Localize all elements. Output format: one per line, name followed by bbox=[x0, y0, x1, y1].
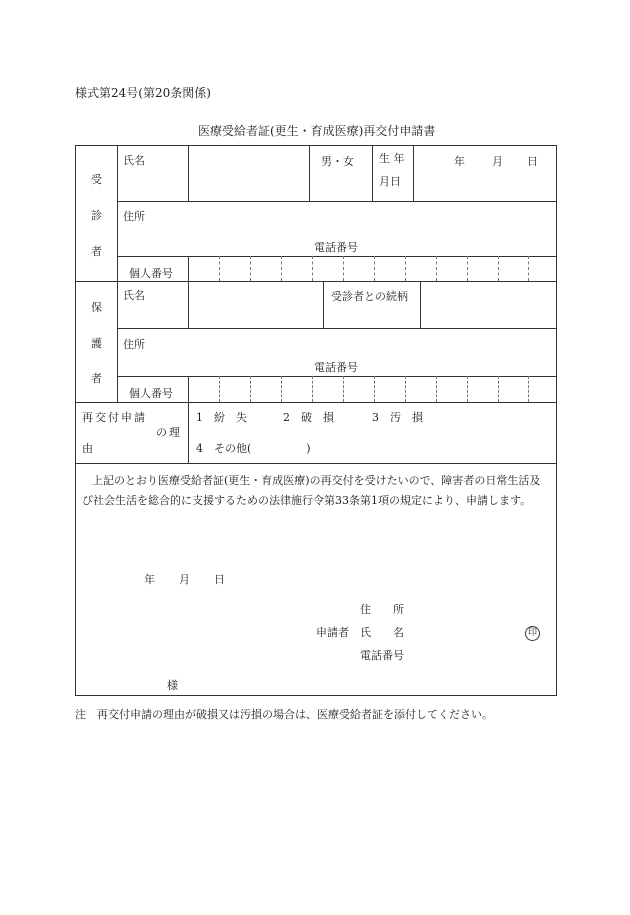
reason-option-soiled[interactable]: 3 汚 損 bbox=[372, 411, 423, 424]
digit-divider bbox=[436, 256, 437, 281]
guardian-mynumber-label: 個人番号 bbox=[129, 387, 173, 400]
applicant-phone-label: 電話番号 bbox=[360, 649, 404, 662]
digit-divider bbox=[467, 376, 468, 402]
divider bbox=[323, 281, 324, 328]
digit-divider bbox=[250, 256, 251, 281]
reason-label: 再交付申請 bbox=[82, 411, 147, 424]
application-month-label: 月 bbox=[179, 573, 190, 586]
divider bbox=[117, 376, 557, 377]
digit-divider bbox=[498, 256, 499, 281]
patient-label-char: 診 bbox=[91, 209, 102, 222]
divider bbox=[76, 402, 557, 403]
patient-phone-label: 電話番号 bbox=[314, 241, 358, 254]
digit-divider bbox=[405, 376, 406, 402]
application-form bbox=[75, 145, 557, 696]
divider bbox=[117, 201, 557, 202]
reason-option-other[interactable]: 4 その他( ) bbox=[196, 442, 311, 455]
divider bbox=[309, 146, 310, 201]
guardian-label-char: 者 bbox=[91, 372, 102, 385]
guardian-relation-label: 受診者との続柄 bbox=[331, 290, 408, 303]
divider bbox=[188, 402, 189, 463]
seal-mark: 印 bbox=[525, 626, 540, 641]
divider bbox=[76, 281, 557, 282]
digit-divider bbox=[343, 376, 344, 402]
digit-divider bbox=[374, 376, 375, 402]
divider bbox=[420, 281, 421, 328]
guardian-label-char: 保 bbox=[91, 301, 102, 314]
guardian-address-label: 住所 bbox=[123, 338, 145, 351]
application-year-label: 年 bbox=[144, 573, 155, 586]
reason-option-damaged[interactable]: 2 破 損 bbox=[283, 411, 334, 424]
digit-divider bbox=[219, 256, 220, 281]
divider bbox=[413, 146, 414, 201]
digit-divider bbox=[498, 376, 499, 402]
divider bbox=[188, 256, 189, 281]
addressee-suffix: 様 bbox=[167, 679, 178, 692]
guardian-name-label: 氏名 bbox=[123, 289, 145, 302]
form-number: 様式第24号(第20条関係) bbox=[75, 86, 211, 100]
patient-name-label: 氏名 bbox=[123, 154, 145, 167]
applicant-label: 申請者 bbox=[316, 626, 349, 639]
reason-label: の理 bbox=[156, 426, 182, 439]
birth-date-label: 月日 bbox=[379, 175, 401, 188]
patient-label-char: 者 bbox=[91, 245, 102, 258]
divider bbox=[117, 256, 557, 257]
digit-divider bbox=[343, 256, 344, 281]
footnote: 注 再交付申請の理由が破損又は汚損の場合は、医療受給者証を添付してください。 bbox=[75, 708, 493, 721]
digit-divider bbox=[528, 376, 529, 402]
digit-divider bbox=[467, 256, 468, 281]
applicant-address-label: 住 所 bbox=[360, 603, 404, 616]
digit-divider bbox=[436, 376, 437, 402]
guardian-label-char: 護 bbox=[91, 337, 102, 350]
patient-mynumber-label: 個人番号 bbox=[129, 267, 173, 280]
digit-divider bbox=[250, 376, 251, 402]
reason-label: 由 bbox=[82, 442, 93, 455]
birth-month-label: 月 bbox=[492, 155, 503, 168]
divider bbox=[117, 328, 557, 329]
divider bbox=[188, 376, 189, 402]
patient-label-char: 受 bbox=[91, 173, 102, 186]
birth-date-label: 生 年 bbox=[379, 152, 405, 165]
divider bbox=[117, 146, 118, 402]
patient-address-label: 住所 bbox=[123, 210, 145, 223]
divider bbox=[372, 146, 373, 201]
digit-divider bbox=[281, 256, 282, 281]
birth-year-label: 年 bbox=[454, 155, 465, 168]
reason-option-lost[interactable]: 1 紛 失 bbox=[196, 411, 247, 424]
divider bbox=[188, 146, 189, 201]
guardian-phone-label: 電話番号 bbox=[314, 361, 358, 374]
digit-divider bbox=[312, 256, 313, 281]
digit-divider bbox=[219, 376, 220, 402]
digit-divider bbox=[312, 376, 313, 402]
digit-divider bbox=[281, 376, 282, 402]
digit-divider bbox=[405, 256, 406, 281]
application-statement: 上記のとおり医療受給者証(更生・育成医療)の再交付を受けたいので、障害者の日常生活及び社会生活を総合的に支援するための法律施行令第33条第1項の規定により、申請します。 bbox=[82, 474, 541, 507]
divider bbox=[188, 281, 189, 328]
application-day-label: 日 bbox=[214, 573, 225, 586]
digit-divider bbox=[528, 256, 529, 281]
divider bbox=[76, 463, 557, 464]
digit-divider bbox=[374, 256, 375, 281]
patient-sex-label: 男・女 bbox=[321, 155, 354, 168]
form-title: 医療受給者証(更生・育成医療)再交付申請書 bbox=[198, 124, 436, 138]
applicant-name-label: 氏 名 bbox=[360, 626, 404, 639]
birth-day-label: 日 bbox=[527, 155, 538, 168]
